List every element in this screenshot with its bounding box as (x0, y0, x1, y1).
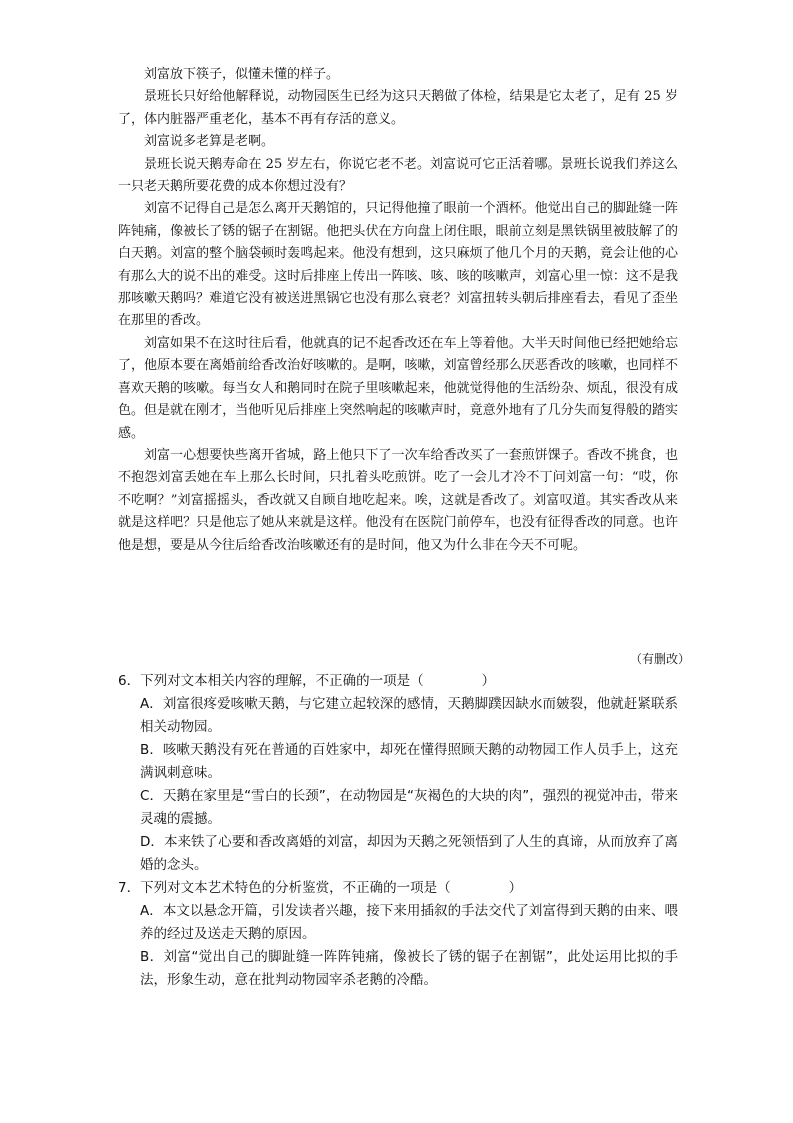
question-6-option-b: B．咳嗽天鹅没有死在普通的百姓家中，却死在懂得照顾天鹅的动物园工作人员手上，这充满讽刺意味。 (140, 742, 678, 781)
question-7-stem-end: ） (508, 880, 523, 896)
passage-paragraph-4: 景班长说天鹅寿命在 25 岁左右，你说它老不老。刘富说可它正活着哪。景班长说我们养这么一只老天鹅所要花费的成本你想过没有？ (118, 156, 678, 195)
passage-paragraph-5: 刘富不记得自己是怎么离开天鹅馆的，只记得他撞了眼前一个酒杯。他觉出自己的脚趾缝一阵阵钝痛，像被长了锈的锯子在割锯。他把头伏在方向盘上闭住眼，眼前立刻是黑铁锅里被肢解了的白天鹅。刘富的整个脑袋顿时轰鸣起来。他没有想到，这只麻烦了他几个月的天鹅，竟会让他的心有那么大的说不出的难受。这时后排座上传出一阵咳、咳、咳的咳嗽声，刘富心里一惊：这不是我那咳嗽天鹅吗？难道它没有被送进黑锅它也没有那么衰老？刘富扭转头朝后排座看去，看见了歪坐在那里的香改。 (118, 201, 678, 329)
question-7 (118, 877, 678, 900)
source-note: （有删改） (629, 652, 690, 666)
question-6-option-a: A．刘富很疼爱咳嗽天鹅，与它建立起较深的感情，天鹅脚蹼因缺水而皴裂，他就赶紧联系相关动物园。 (140, 696, 678, 735)
question-6 (118, 670, 678, 693)
question-6-stem: 6．下列对文本相关内容的理解，不正确的一项是（ (118, 673, 424, 689)
question-7-option-a: A．本文以悬念开篇，引发读者兴趣，接下来用插叙的手法交代了刘富得到天鹅的由来、喂养的经过及送走天鹅的原因。 (140, 903, 678, 942)
reading-passage (118, 64, 678, 557)
question-7-stem: 7．下列对文本艺术特色的分析鉴赏，不正确的一项是（ (118, 880, 451, 896)
passage-paragraph-7: 刘富一心想要快些离开省城，路上他只下了一次车给香改买了一套煎饼馃子。香改不挑食，也不抱怨刘富丢她在车上那么长时间，只扎着头吃煎饼。吃了一会儿才冷不丁问刘富一句：“哎，你不吃啊？”刘富摇摇头，香改就又自顾自地吃起来。唉，这就是香改了。刘富叹道。其实香改从来就是这样吧？只是他忘了她从来就是这样。他没有在医院门前停车，也没有征得香改的同意。也许他是想，要是从今往后给香改治咳嗽还有的是时间，他又为什么非在今天不可呢。 (118, 447, 678, 553)
question-6-option-d: D．本来铁了心要和香改离婚的刘富，却因为天鹅之死领悟到了人生的真谛，从而放弃了离婚的念头。 (140, 834, 678, 873)
question-6-option-c: C．天鹅在家里是“雪白的长颈”，在动物园是“灰褐色的大块的肉”，强烈的视觉冲击，带来灵魂的震撼。 (140, 788, 678, 827)
passage-paragraph-3: 刘富说多老算是老啊。 (144, 134, 275, 150)
passage-paragraph-1: 刘富放下筷子，似懂未懂的样子。 (144, 67, 340, 82)
question-7-option-b: B．刘富“觉出自己的脚趾缝一阵阵钝痛，像被长了锈的锯子在割锯”，此处运用比拟的手法，形象生动，意在批判动物园宰杀老鹅的冷酷。 (140, 949, 678, 988)
question-list (118, 670, 678, 992)
passage-paragraph-6: 刘富如果不在这时往后看，他就真的记不起香改还在车上等着他。大半天时间他已经把她给忘了，他原本要在离婚前给香改治好咳嗽的。是啊，咳嗽，刘富曾经那么厌恶香改的咳嗽，也同样不喜欢天鹅的咳嗽。每当女人和鹅同时在院子里咳嗽起来，他就觉得他的生活纷杂、烦乱，很没有成色。但是就在刚才，当他听见后排座上突然响起的咳嗽声时，竟意外地有了几分失而复得般的踏实感。 (118, 335, 678, 441)
question-6-stem-end: ） (481, 673, 496, 689)
passage-paragraph-2: 景班长只好给他解释说，动物园医生已经为这只天鹅做了体检，结果是它太老了，足有 25 岁了，体内脏器严重老化，基本不再有存活的意义。 (118, 89, 678, 127)
